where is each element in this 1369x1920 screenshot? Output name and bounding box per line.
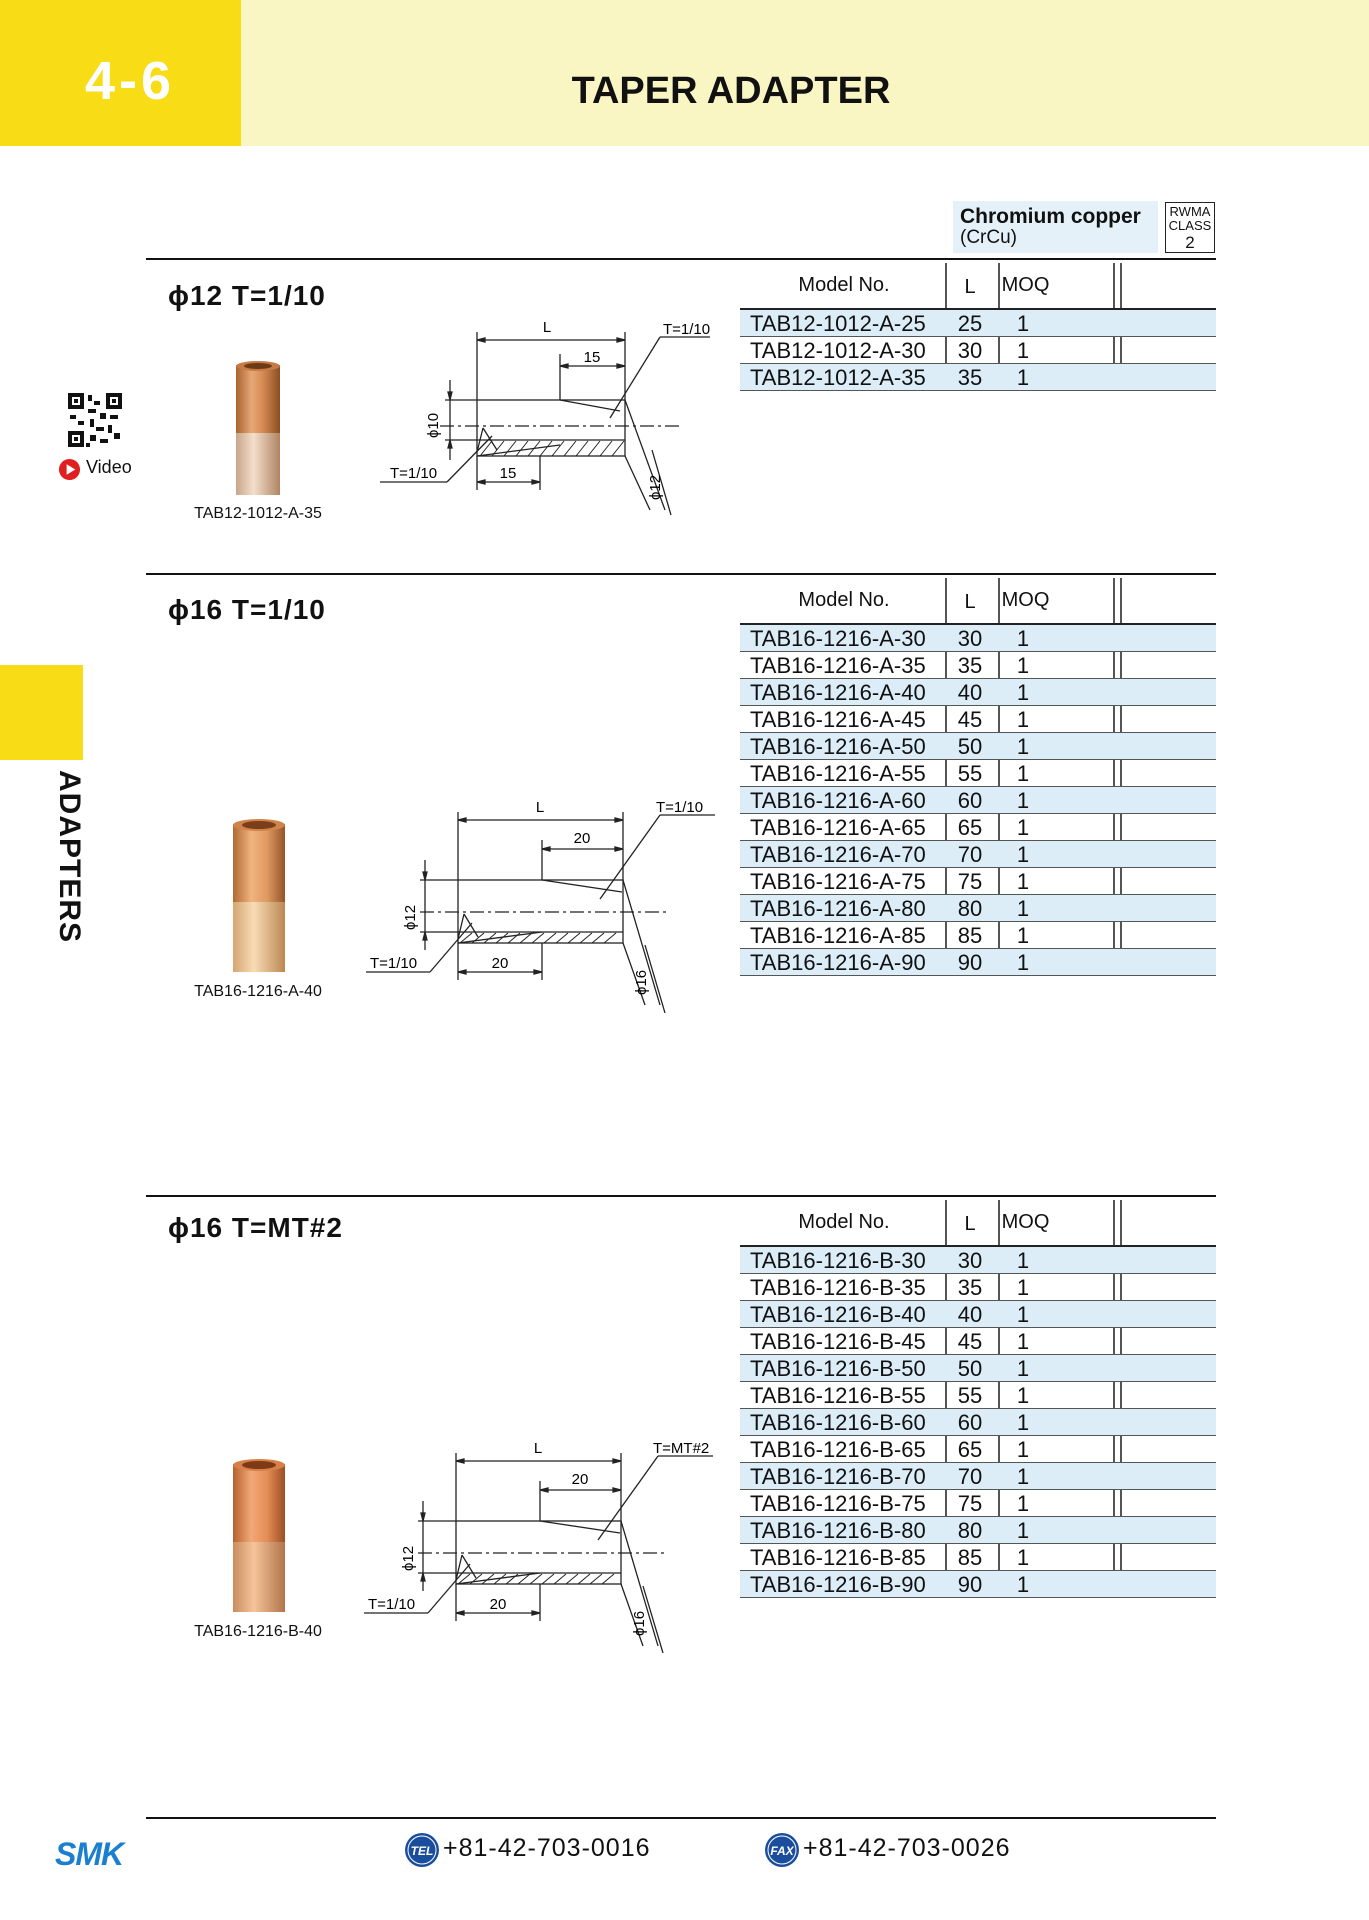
dim-bore-diameter: ϕ12 xyxy=(400,1545,417,1571)
rwma-label: RWMA xyxy=(1169,204,1211,219)
length-cell: 60 xyxy=(957,788,983,813)
table-row xyxy=(740,1490,1216,1517)
moq-cell: 1 xyxy=(1016,1275,1030,1300)
model-cell: TAB16-1216-B-45 xyxy=(750,1329,926,1354)
table-header-moq: MOQ xyxy=(1001,589,1050,611)
length-cell: 85 xyxy=(957,923,983,948)
model-cell: TAB16-1216-B-75 xyxy=(750,1491,926,1516)
model-cell: TAB16-1216-B-90 xyxy=(750,1572,926,1597)
length-cell: 35 xyxy=(957,1275,983,1300)
model-cell: TAB16-1216-B-85 xyxy=(750,1545,926,1570)
model-cell: TAB16-1216-A-35 xyxy=(750,653,926,678)
table-row xyxy=(740,1544,1216,1571)
model-cell: TAB16-1216-A-85 xyxy=(750,923,926,948)
dim-length-label: L xyxy=(533,1440,543,1457)
moq-cell: 1 xyxy=(1016,1356,1030,1381)
model-cell: TAB16-1216-A-90 xyxy=(750,950,926,975)
model-cell: TAB16-1216-B-55 xyxy=(750,1383,926,1408)
length-cell: 30 xyxy=(957,1248,983,1273)
fax-number[interactable]: +81-42-703-0026 xyxy=(803,1834,1011,1862)
product-photo xyxy=(227,1458,291,1614)
length-cell: 60 xyxy=(957,1410,983,1435)
tel-number[interactable]: +81-42-703-0016 xyxy=(443,1834,651,1862)
model-cell: TAB16-1216-A-45 xyxy=(750,707,926,732)
model-cell: TAB16-1216-B-50 xyxy=(750,1356,926,1381)
length-cell: 45 xyxy=(957,1329,983,1354)
dim-outer-diameter: ϕ12 xyxy=(647,474,664,500)
moq-cell: 1 xyxy=(1016,1464,1030,1489)
length-cell: 55 xyxy=(957,761,983,786)
company-logo xyxy=(55,1838,159,1868)
length-cell: 70 xyxy=(957,1464,983,1489)
model-cell: TAB16-1216-A-50 xyxy=(750,734,926,759)
dim-bore-diameter: ϕ12 xyxy=(402,904,419,930)
length-cell: 65 xyxy=(957,815,983,840)
dim-inner-length-top: 20 xyxy=(573,830,591,847)
model-cell: TAB16-1216-B-80 xyxy=(750,1518,926,1543)
model-cell: TAB16-1216-B-60 xyxy=(750,1410,926,1435)
table-header-model: Model No. xyxy=(798,274,890,296)
moq-cell: 1 xyxy=(1016,1491,1030,1516)
table-header-l: L xyxy=(964,276,976,298)
moq-cell: 1 xyxy=(1016,653,1030,678)
model-cell: TAB12-1012-A-30 xyxy=(750,338,926,363)
model-cell: TAB16-1216-B-40 xyxy=(750,1302,926,1327)
length-cell: 90 xyxy=(957,950,983,975)
length-cell: 40 xyxy=(957,1302,983,1327)
moq-cell: 1 xyxy=(1016,950,1030,975)
table-row xyxy=(740,679,1216,706)
length-cell: 35 xyxy=(957,365,983,390)
model-cell: TAB16-1216-A-65 xyxy=(750,815,926,840)
table-row xyxy=(740,1382,1216,1409)
dim-bore-diameter: ϕ10 xyxy=(425,412,442,438)
dim-inner-length-top: 15 xyxy=(583,349,601,366)
side-tab-marker xyxy=(0,665,83,760)
dim-taper-bottom: T=1/10 xyxy=(370,955,418,972)
model-cell: TAB16-1216-A-30 xyxy=(750,626,926,651)
model-cell: TAB16-1216-B-30 xyxy=(750,1248,926,1273)
table-row xyxy=(740,1301,1216,1328)
length-cell: 25 xyxy=(957,311,983,336)
rwma-class-label: CLASS xyxy=(1168,218,1212,233)
page-title: TAPER ADAPTER xyxy=(571,70,891,112)
moq-cell: 1 xyxy=(1016,1437,1030,1462)
moq-cell: 1 xyxy=(1016,1329,1030,1354)
length-cell: 85 xyxy=(957,1545,983,1570)
table-row xyxy=(740,1517,1216,1544)
dim-taper-top: T=MT#2 xyxy=(653,1440,710,1457)
moq-cell: 1 xyxy=(1016,761,1030,786)
table-header-model: Model No. xyxy=(798,589,890,611)
technical-drawing xyxy=(360,795,730,1020)
moq-cell: 1 xyxy=(1016,365,1030,390)
table-row xyxy=(740,706,1216,733)
section-title: ϕ16 T=1/10 xyxy=(168,594,326,625)
dim-outer-diameter: ϕ16 xyxy=(633,969,650,995)
table-row xyxy=(740,922,1216,949)
photo-caption: TAB16-1216-A-40 xyxy=(194,983,322,1000)
table-header-l: L xyxy=(964,591,976,613)
svg-text:FAX: FAX xyxy=(770,1844,794,1858)
table-row xyxy=(740,895,1216,922)
section-divider xyxy=(146,573,1216,575)
material-abbr: (CrCu) xyxy=(960,227,1017,248)
model-cell: TAB12-1012-A-25 xyxy=(750,311,926,336)
technical-drawing xyxy=(358,1433,730,1658)
qr-code-icon[interactable] xyxy=(68,393,122,447)
product-photo xyxy=(228,360,288,498)
length-cell: 80 xyxy=(957,896,983,921)
dim-inner-length-bottom: 20 xyxy=(491,955,509,972)
tel-icon xyxy=(404,1832,440,1868)
photo-caption: TAB12-1012-A-35 xyxy=(194,505,322,522)
table-row xyxy=(740,814,1216,841)
product-photo xyxy=(227,818,291,974)
model-cell: TAB12-1012-A-35 xyxy=(750,365,926,390)
table-header-moq: MOQ xyxy=(1001,274,1050,296)
moq-cell: 1 xyxy=(1016,842,1030,867)
dim-taper-top: T=1/10 xyxy=(663,321,711,338)
table-row xyxy=(740,1409,1216,1436)
table-row xyxy=(740,787,1216,814)
length-cell: 30 xyxy=(957,626,983,651)
moq-cell: 1 xyxy=(1016,869,1030,894)
model-cell: TAB16-1216-B-65 xyxy=(750,1437,926,1462)
table-header-moq: MOQ xyxy=(1001,1211,1050,1233)
model-cell: TAB16-1216-B-35 xyxy=(750,1275,926,1300)
svg-text:SMK: SMK xyxy=(55,1838,124,1868)
length-cell: 55 xyxy=(957,1383,983,1408)
table-row xyxy=(740,1463,1216,1490)
moq-cell: 1 xyxy=(1016,1248,1030,1273)
length-cell: 50 xyxy=(957,734,983,759)
fax-icon xyxy=(764,1832,800,1868)
dim-inner-length-bottom: 15 xyxy=(499,465,517,482)
model-cell: TAB16-1216-A-75 xyxy=(750,869,926,894)
footer-divider xyxy=(146,1817,1216,1819)
length-cell: 90 xyxy=(957,1572,983,1597)
model-cell: TAB16-1216-B-70 xyxy=(750,1464,926,1489)
moq-cell: 1 xyxy=(1016,923,1030,948)
moq-cell: 1 xyxy=(1016,311,1030,336)
dim-outer-diameter: ϕ16 xyxy=(631,1610,648,1636)
dim-taper-bottom: T=1/10 xyxy=(368,1596,416,1613)
moq-cell: 1 xyxy=(1016,1545,1030,1570)
table-row xyxy=(740,949,1216,976)
table-row xyxy=(740,1436,1216,1463)
moq-cell: 1 xyxy=(1016,1302,1030,1327)
svg-text:TEL: TEL xyxy=(410,1844,434,1858)
moq-cell: 1 xyxy=(1016,788,1030,813)
side-tab-label: ADAPTERS xyxy=(53,770,86,944)
length-cell: 70 xyxy=(957,842,983,867)
moq-cell: 1 xyxy=(1016,1572,1030,1597)
dim-inner-length-top: 20 xyxy=(571,1471,589,1488)
technical-drawing xyxy=(380,310,725,520)
table-row xyxy=(740,1247,1216,1274)
section-divider xyxy=(146,258,1216,260)
moq-cell: 1 xyxy=(1016,1383,1030,1408)
rwma-class-value: 2 xyxy=(1185,233,1195,252)
table-row xyxy=(740,337,1216,364)
model-cell: TAB16-1216-A-60 xyxy=(750,788,926,813)
table-row xyxy=(740,733,1216,760)
moq-cell: 1 xyxy=(1016,1518,1030,1543)
dim-taper-top: T=1/10 xyxy=(656,799,704,816)
photo-caption: TAB16-1216-B-40 xyxy=(194,1623,322,1640)
table-row xyxy=(740,760,1216,787)
model-cell: TAB16-1216-A-55 xyxy=(750,761,926,786)
table-header-l: L xyxy=(964,1213,976,1235)
length-cell: 80 xyxy=(957,1518,983,1543)
length-cell: 35 xyxy=(957,653,983,678)
moq-cell: 1 xyxy=(1016,815,1030,840)
moq-cell: 1 xyxy=(1016,1410,1030,1435)
dim-length-label: L xyxy=(535,799,545,816)
table-row xyxy=(740,364,1216,391)
length-cell: 45 xyxy=(957,707,983,732)
material-name: Chromium copper xyxy=(960,205,1141,228)
moq-cell: 1 xyxy=(1016,734,1030,759)
length-cell: 75 xyxy=(957,869,983,894)
moq-cell: 1 xyxy=(1016,338,1030,363)
moq-cell: 1 xyxy=(1016,680,1030,705)
length-cell: 65 xyxy=(957,1437,983,1462)
table-row xyxy=(740,1274,1216,1301)
dim-inner-length-bottom: 20 xyxy=(489,1596,507,1613)
section-divider xyxy=(146,1195,1216,1197)
length-cell: 75 xyxy=(957,1491,983,1516)
moq-cell: 1 xyxy=(1016,707,1030,732)
table-row xyxy=(740,841,1216,868)
moq-cell: 1 xyxy=(1016,896,1030,921)
table-row xyxy=(740,1571,1216,1598)
section-title: ϕ12 T=1/10 xyxy=(168,280,326,311)
section-number: 4-6 xyxy=(84,51,176,111)
moq-cell: 1 xyxy=(1016,626,1030,651)
table-row xyxy=(740,310,1216,337)
model-cell: TAB16-1216-A-40 xyxy=(750,680,926,705)
dim-length-label: L xyxy=(542,319,552,336)
table-row xyxy=(740,625,1216,652)
length-cell: 30 xyxy=(957,338,983,363)
table-row xyxy=(740,1328,1216,1355)
table-header-model: Model No. xyxy=(798,1211,890,1233)
length-cell: 40 xyxy=(957,680,983,705)
model-cell: TAB16-1216-A-80 xyxy=(750,896,926,921)
table-row xyxy=(740,652,1216,679)
dim-taper-bottom: T=1/10 xyxy=(390,465,438,482)
section-title: ϕ16 T=MT#2 xyxy=(168,1212,343,1243)
table-row xyxy=(740,1355,1216,1382)
video-link[interactable]: Video xyxy=(86,457,132,477)
play-icon[interactable] xyxy=(58,458,81,481)
model-cell: TAB16-1216-A-70 xyxy=(750,842,926,867)
table-row xyxy=(740,868,1216,895)
length-cell: 50 xyxy=(957,1356,983,1381)
